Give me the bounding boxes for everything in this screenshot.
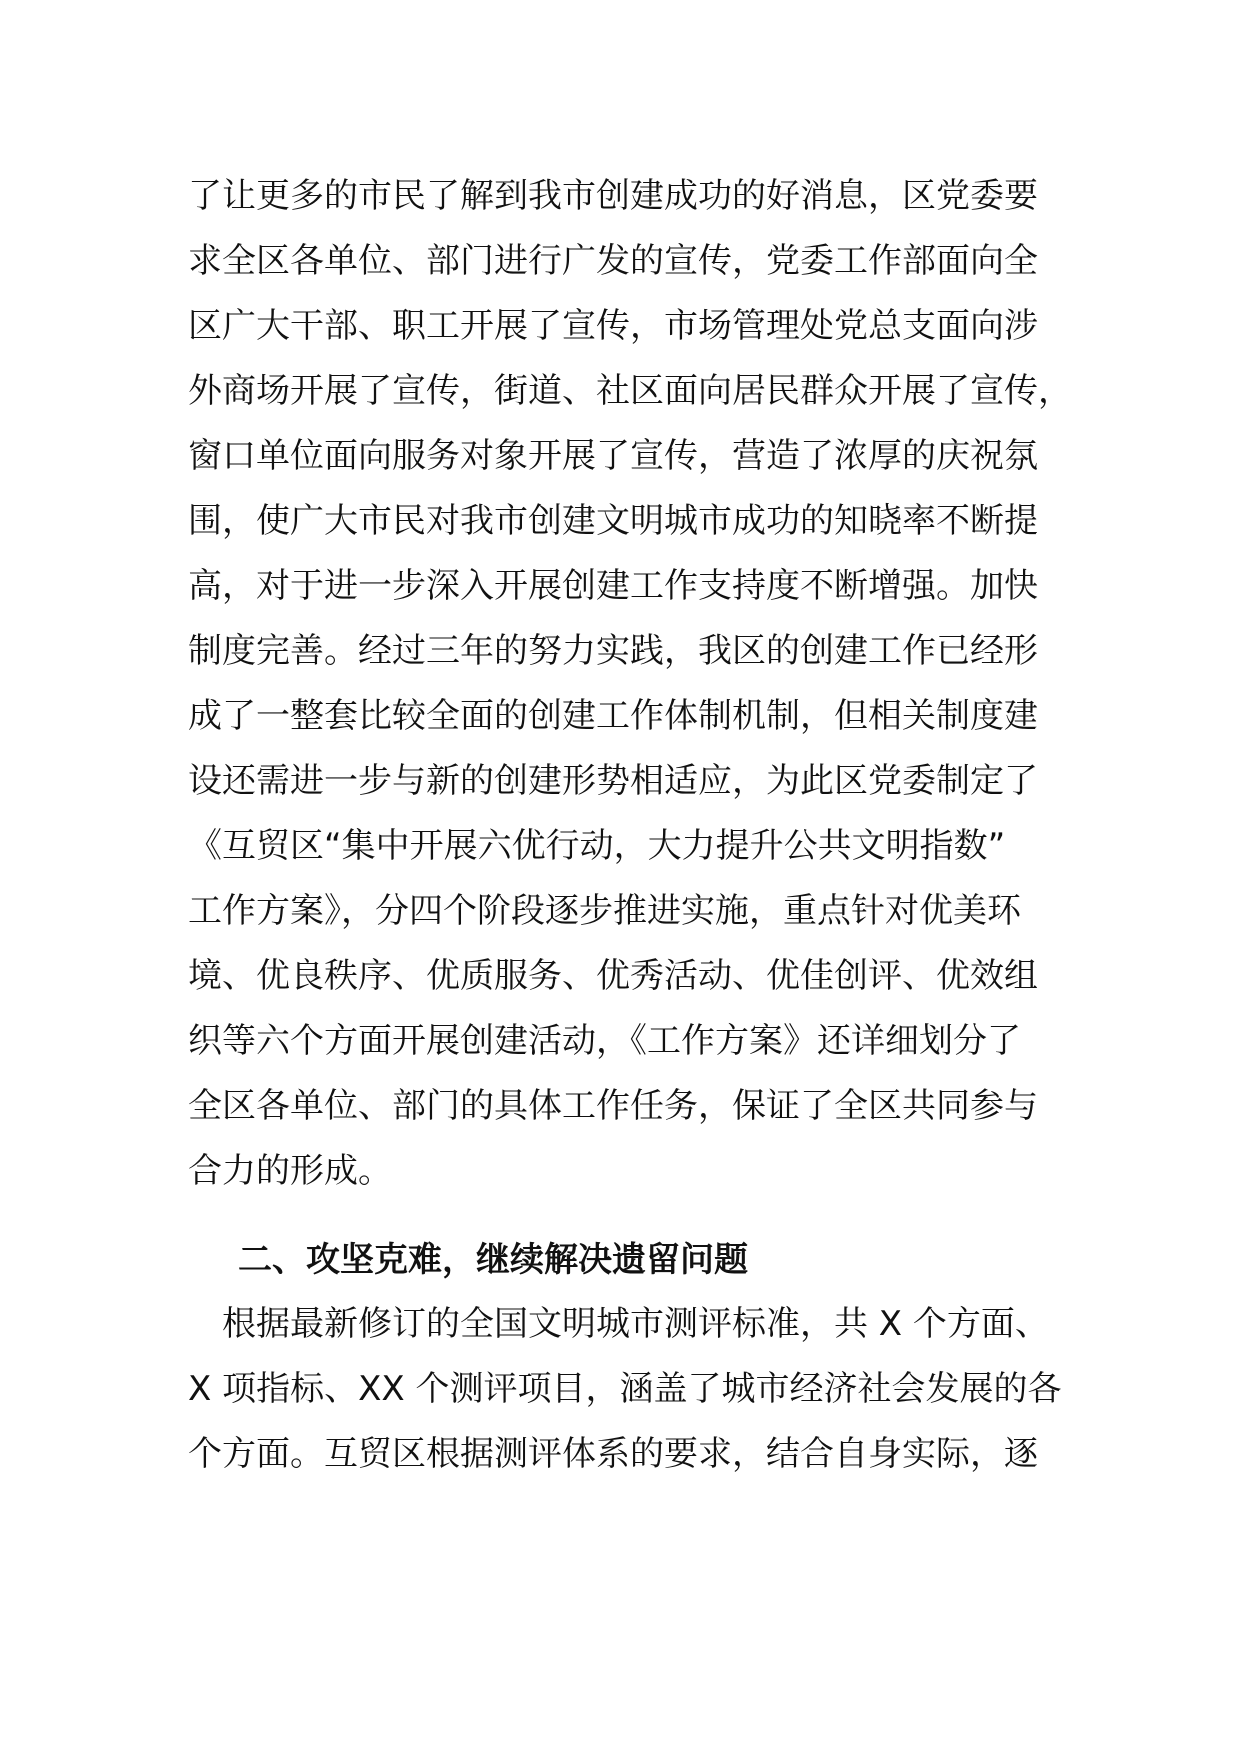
paragraph-line: 窗口单位面向服务对象开展了宣传，营造了浓厚的庆祝氛 [188, 436, 1038, 476]
paragraph-line: 织等六个方面开展创建活动，《工作方案》还详细划分了 [188, 1021, 1021, 1061]
paragraph-line: 《互贸区“集中开展六优行动，大力提升公共文明指数” [188, 826, 1006, 866]
paragraph-line: 制度完善。经过三年的努力实践，我区的创建工作已经形 [188, 631, 1038, 671]
paragraph-line: 高，对于进一步深入开展创建工作支持度不断增强。加快 [188, 566, 1038, 606]
paragraph-line: 区广大干部、职工开展了宣传，市场管理处党总支面向涉 [188, 306, 1038, 346]
paragraph-line: 围，使广大市民对我市创建文明城市成功的知晓率不断提 [188, 501, 1038, 541]
paragraph-line: 了让更多的市民了解到我市创建成功的好消息，区党委要 [188, 176, 1038, 216]
paragraph-line: 个方面。互贸区根据测评体系的要求，结合自身实际，逐 [188, 1434, 1038, 1474]
body-paragraph [188, 1292, 1068, 1487]
paragraph-line: 境、优良秩序、优质服务、优秀活动、优佳创评、优效组 [188, 956, 1038, 996]
paragraph-line: X 项指标、XX 个测评项目，涵盖了城市经济社会发展的各 [188, 1369, 1062, 1409]
paragraph-line: 合力的形成。 [188, 1151, 392, 1191]
paragraph-line: 求全区各单位、部门进行广发的宣传，党委工作部面向全 [188, 241, 1038, 281]
paragraph-line: 设还需进一步与新的创建形势相适应，为此区党委制定了 [188, 761, 1038, 801]
section-heading-text: 二、攻坚克难，继续解决遗留问题 [238, 1240, 748, 1280]
paragraph-line: 根据最新修订的全国文明城市测评标准，共 X 个方面、 [188, 1304, 1049, 1344]
paragraph-line: 外商场开展了宣传，街道、社区面向居民群众开展了宣传， [188, 371, 1072, 411]
paragraph-line: 全区各单位、部门的具体工作任务，保证了全区共同参与 [188, 1086, 1038, 1126]
section-heading [188, 1228, 1068, 1293]
paragraph-line: 成了一整套比较全面的创建工作体制机制，但相关制度建 [188, 696, 1038, 736]
paragraph-line: 工作方案》，分四个阶段逐步推进实施，重点针对优美环 [188, 891, 1021, 931]
body-paragraph [188, 164, 1072, 1204]
